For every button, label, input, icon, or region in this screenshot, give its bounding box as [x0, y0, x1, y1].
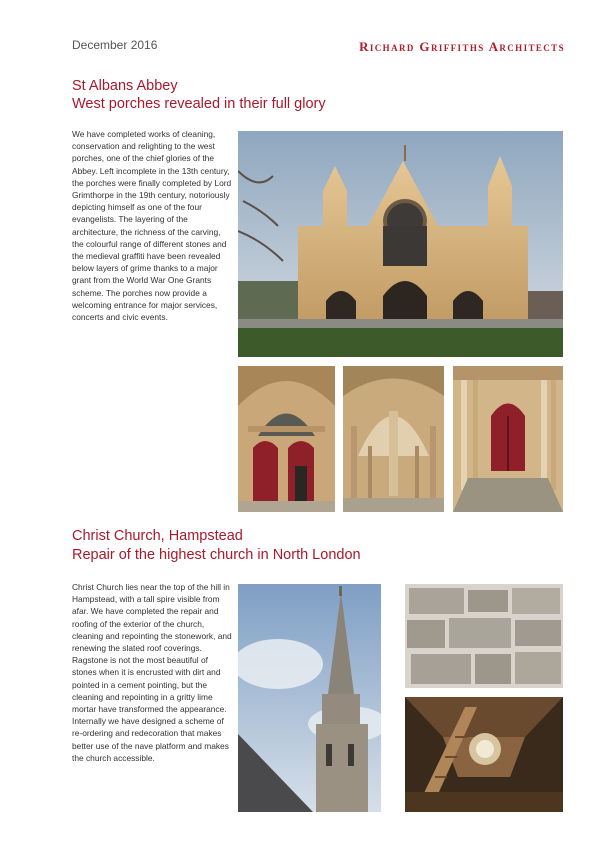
porch-photo-middle — [343, 366, 444, 512]
section2-title: Christ Church, Hampstead — [72, 528, 243, 544]
church-spire-photo — [238, 584, 381, 812]
stonework-photo — [405, 584, 563, 688]
tower-interior-photo — [405, 697, 563, 812]
section2-body: Christ Church lies near the top of the hill in Hampstead, with a tall spire visible from afar. We have completed the repair and roofing of the exterior of the church, cleaning and repointing the stonework, and renewing the slated roof coverings. Ragstone is not the most beautiful of stones when it is encrusted with dirt and pointed in a cement pointing, but the cleaning and repointing in a gritty lime mortar have transformed the appearance. Internally we have designed a scheme of re-ordering and redecoration that makes better use of the nave platform and makes the church accessible. — [72, 582, 232, 763]
date-label: December 2016 — [72, 38, 158, 52]
porch-photo-right — [453, 366, 563, 512]
section1-title: St Albans Abbey — [72, 78, 178, 94]
brand-logo: Richard Griffiths Architects — [359, 39, 565, 54]
section1-subtitle: West porches revealed in their full glory — [72, 96, 326, 112]
abbey-west-front-photo — [238, 131, 563, 357]
porch-photo-left — [238, 366, 335, 512]
section2-subtitle: Repair of the highest church in North London — [72, 547, 361, 563]
section1-body: We have completed works of cleaning, conservation and relighting to the west porches, one of the chief glories of the Abbey. Left incomplete in the 13th century, the porches were finally completed by Lord Grimthorpe in the 19th century, notoriously depicting himself as one of the four evangelists. The layering of the architecture, the richness of the carving, the colourful range of different stones and the medieval graffiti have been revealed below layers of grime thanks to a major grant from the World War One Grants scheme. The porches now provide a welcoming entrance for major services, concerts and civic events. — [72, 129, 232, 323]
